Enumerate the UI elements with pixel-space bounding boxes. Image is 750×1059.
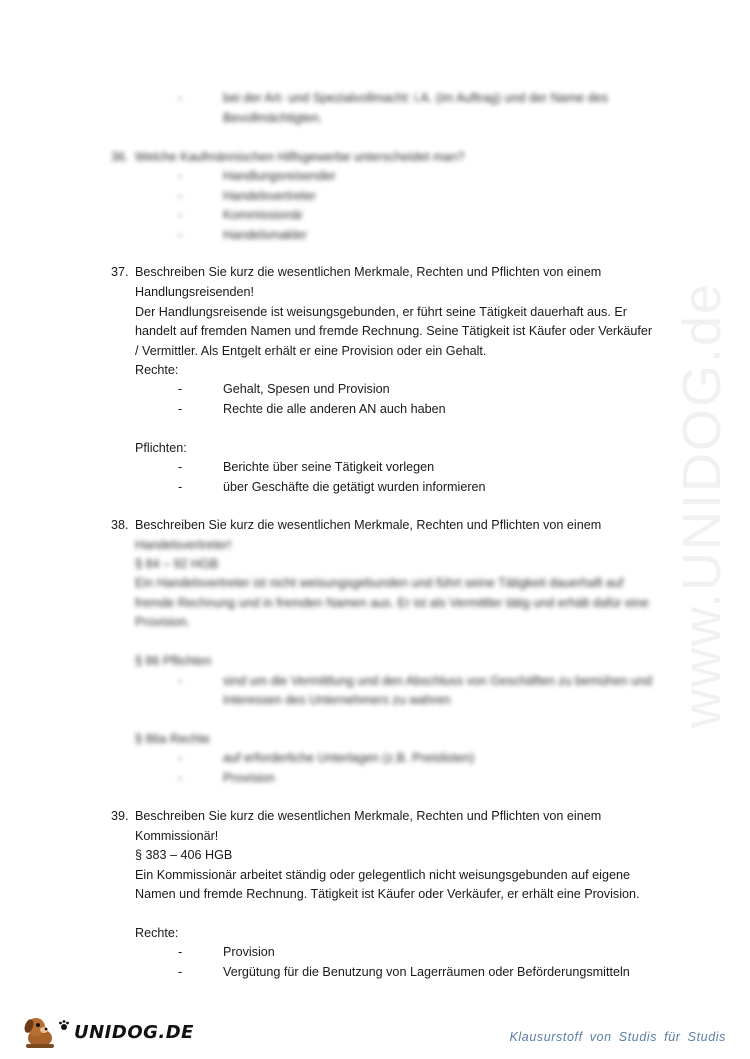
list-item: Gehalt, Spesen und Provision (223, 382, 390, 396)
list-item: Vergütung für die Benutzung von Lagerräumen oder Beförderungsmitteln (223, 965, 630, 979)
list-item: Handelsmakler (223, 228, 307, 242)
list-item: über Geschäfte die getätigt wurden informieren (223, 480, 486, 494)
list-item: Kommissionär (223, 208, 303, 222)
bullet-dash: - (178, 208, 183, 222)
question-text: Handelsvertreter! (135, 538, 232, 552)
answer-text: Namen und fremde Rechnung. Tätigkeit ist Käufer oder Verkäufer, er erhält eine Provision. (135, 887, 640, 901)
section-label: § 86a Rechte (135, 732, 210, 746)
law-reference: § 383 – 406 HGB (135, 848, 233, 862)
question-number: 37. (111, 265, 129, 279)
answer-text: Provision. (135, 615, 191, 629)
bullet-dash: - (178, 480, 183, 494)
question-text: Beschreiben Sie kurz die wesentlichen Merkmale, Rechten und Pflichten von einem (135, 809, 602, 823)
answer-text: Ein Handelsvertreter ist nicht weisungsgebunden und führt seine Tätigkeit dauerhaft auf (135, 576, 624, 590)
list-item: Provision (223, 771, 275, 785)
list-item: Interessen des Unternehmers zu wahren (223, 693, 451, 707)
answer-text: Ein Kommissionär arbeitet ständig oder gelegentlich nicht weisungsgebunden auf eigene (135, 868, 630, 882)
list-item: Handelsvertreter (223, 189, 317, 203)
watermark-text: www.UNIDOG.de (672, 281, 732, 729)
question-number: 36. (111, 150, 129, 164)
question-text: Kommissionär! (135, 829, 219, 843)
answer-text: handelt auf fremden Namen und fremde Rechnung. Seine Tätigkeit ist Käufer oder Verkäufer (135, 324, 653, 338)
bullet-dash: - (178, 771, 183, 785)
bullet-dash: - (178, 228, 183, 242)
watermark (672, 270, 732, 740)
list-item: Rechte die alle anderen AN auch haben (223, 402, 446, 416)
bullet-dash: - (178, 382, 183, 396)
logo-text: UNIDOG.DE (74, 1021, 194, 1043)
bullet-dash: - (178, 402, 183, 416)
law-reference: § 84 – 92 HGB (135, 557, 219, 571)
question-text: Beschreiben Sie kurz die wesentlichen Merkmale, Rechten und Pflichten von einem (135, 265, 602, 279)
section-label: § 86 Pflichten (135, 654, 212, 668)
dog-mascot-icon (22, 1014, 60, 1050)
list-item: Handlungsreisender (223, 169, 336, 183)
footer-tagline: Klausurstoff von Studis für Studis (509, 1030, 726, 1044)
bullet-dash: - (178, 945, 183, 959)
list-item: sind um die Vermittlung und den Abschluss von Geschäften zu bemühen und (223, 674, 653, 688)
bullet-dash: - (178, 91, 183, 105)
section-label: Rechte: (135, 363, 179, 377)
bullet-dash: - (178, 189, 183, 203)
section-label: Rechte: (135, 926, 179, 940)
list-item: Provision (223, 945, 275, 959)
question-text: Handlungsreisenden! (135, 285, 255, 299)
section-label: Pflichten: (135, 441, 187, 455)
question-number: 38. (111, 518, 129, 532)
bullet-dash: - (178, 965, 183, 979)
bullet-dash: - (178, 460, 183, 474)
list-item: Berichte über seine Tätigkeit vorlegen (223, 460, 435, 474)
answer-text: fremde Rechnung und in fremden Namen aus. Er ist als Vermittler tätig und erhält dafür eine (135, 596, 649, 610)
list-item: Bevollmächtigten. (223, 111, 323, 125)
question-number: 39. (111, 809, 129, 823)
unidog-logo (22, 1012, 194, 1052)
question-text: Welche Kaufmännischen Hilfsgewerbe unterscheidet man? (135, 150, 465, 164)
answer-text: Der Handlungsreisende ist weisungsgebunden, er führt seine Tätigkeit dauerhaft aus. Er (135, 305, 627, 319)
bullet-dash: - (178, 169, 183, 183)
bullet-dash: - (178, 751, 183, 765)
paw-icon (58, 1019, 70, 1031)
answer-text: / Vermittler. Als Entgelt erhält er eine Provision oder ein Gehalt. (135, 344, 487, 358)
question-text: Beschreiben Sie kurz die wesentlichen Merkmale, Rechten und Pflichten von einem (135, 518, 602, 532)
list-item: auf erforderliche Unterlagen (z.B. Preislisten) (223, 751, 475, 765)
bullet-dash: - (178, 674, 183, 688)
list-item: bei der Art- und Spezialvollmacht: i.A. (im Auftrag) und der Name des (223, 91, 608, 105)
